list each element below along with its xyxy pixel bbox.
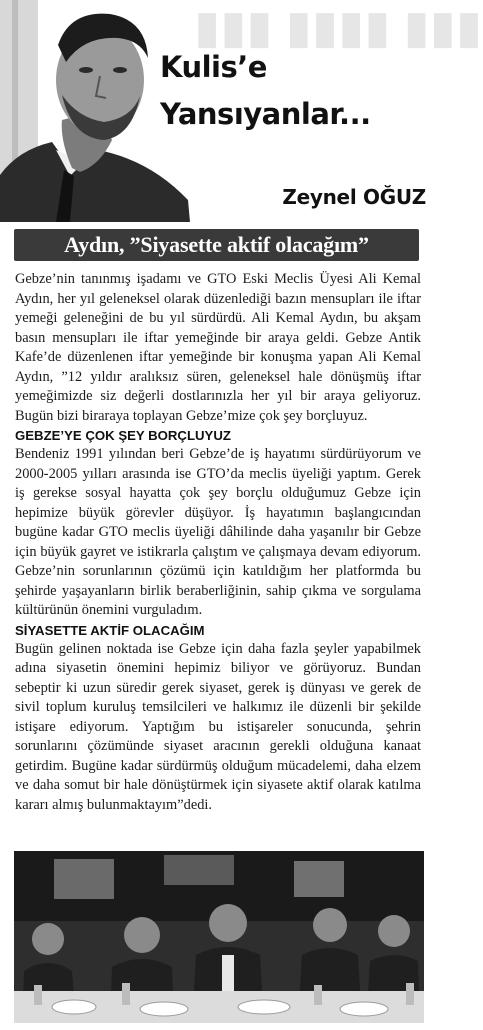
paragraph-1: Gebze’nin tanınmış işadamı ve GTO Eski Meclis Üyesi Ali Kemal Aydın, her yıl geleneksel olarak düzenlediği bazın mensupları ile iftar yemeği geleneğini de bu yıl sürdürdü. Ali Kemal Aydın, bu akşam basın mensupları ile iftar yemeğinde bir araya geldi. Gebze Antik Kafe’de düzenlenen iftar yemeğinde bir konuşma yapan Ali Kemal Aydın, ”12 yıldır aralıksız süren, geleneksel hale dönüşmüş iftar yemeğimizde siz değerli dostlarınızla her yıl bir araya geliyoruz. Bugün bizi biraraya toplayan Gebze’mize çok şey borçluyuz. [15,271,421,424]
paragraph-3: Bugün gelinen noktada ise Gebze için daha fazla şeyler yapabilmek adına siyasetin önemini hepimiz biliyor ve görüyoruz. Bundan sebeptir ki uzun süredir gerek siyaset, gerek iş dünyası ve gerek de sivil toplum kuruluş temsilcileri ve halkımız ile düzenli bir şekilde istişare ediyorum. Yaptığım bu istişareler sonucunda, şehrin sorunlarını çözümünde siyaset aracının gerekli olduğuna kanaat getirdim. Bugüne kadar sürdürmüş olduğum mücadelemi, daha elzem ve daha somut bir hale dönüştürmek için siyasete aktif olarak katılma kararı almış bulunmaktayım”dedi. [15,640,421,813]
paragraph-2: Bendeniz 1991 yılından beri Gebze’de iş hayatımı sürdürüyorum ve 2000-2005 yılları arasında ise GTO’da meclis üyeliği yaptım. Gerek iş gerekse sosyal hayatta çok şey borçlu olduğumuz Gebze için hepimize büyük görevler düşüyor. İş hayatımın başlangıcından bugüne kadar GTO meclis üyeliği dâhilinde daha yaşanılır bir Gebze için büyük gayret ve istikrarla çalıştım ve çalışmaya devam ediyorum. Gebze’nin sorunlarının çözümü için katıldığım her platformda bu şehirde yaşayanların birlik beraberliğinin, sahip çıkma ve sorgulama kültürünün önemini vurguladım. [15,446,421,618]
background-lettering: ▮▮▮ ▮▮▮▮ ▮▮▮ [195,3,483,52]
column-header [0,0,483,228]
headline: Aydın, ”Siyasette aktif olacağım” [64,232,369,257]
article-body [15,270,421,815]
subheading-1: GEBZE’YE ÇOK ŞEY BORÇLUYUZ [15,428,231,443]
subheading-2: SİYASETTE AKTİF OLACAĞIM [15,622,205,638]
column-title-line1: Kulis’e [160,50,267,84]
column-title-line2: Yansıyanlar... [160,97,371,131]
headline-banner [14,229,419,261]
iftar-dinner-photo [14,851,424,1023]
author-name: Zeynel OĞUZ [282,185,426,209]
column-title [160,44,430,138]
